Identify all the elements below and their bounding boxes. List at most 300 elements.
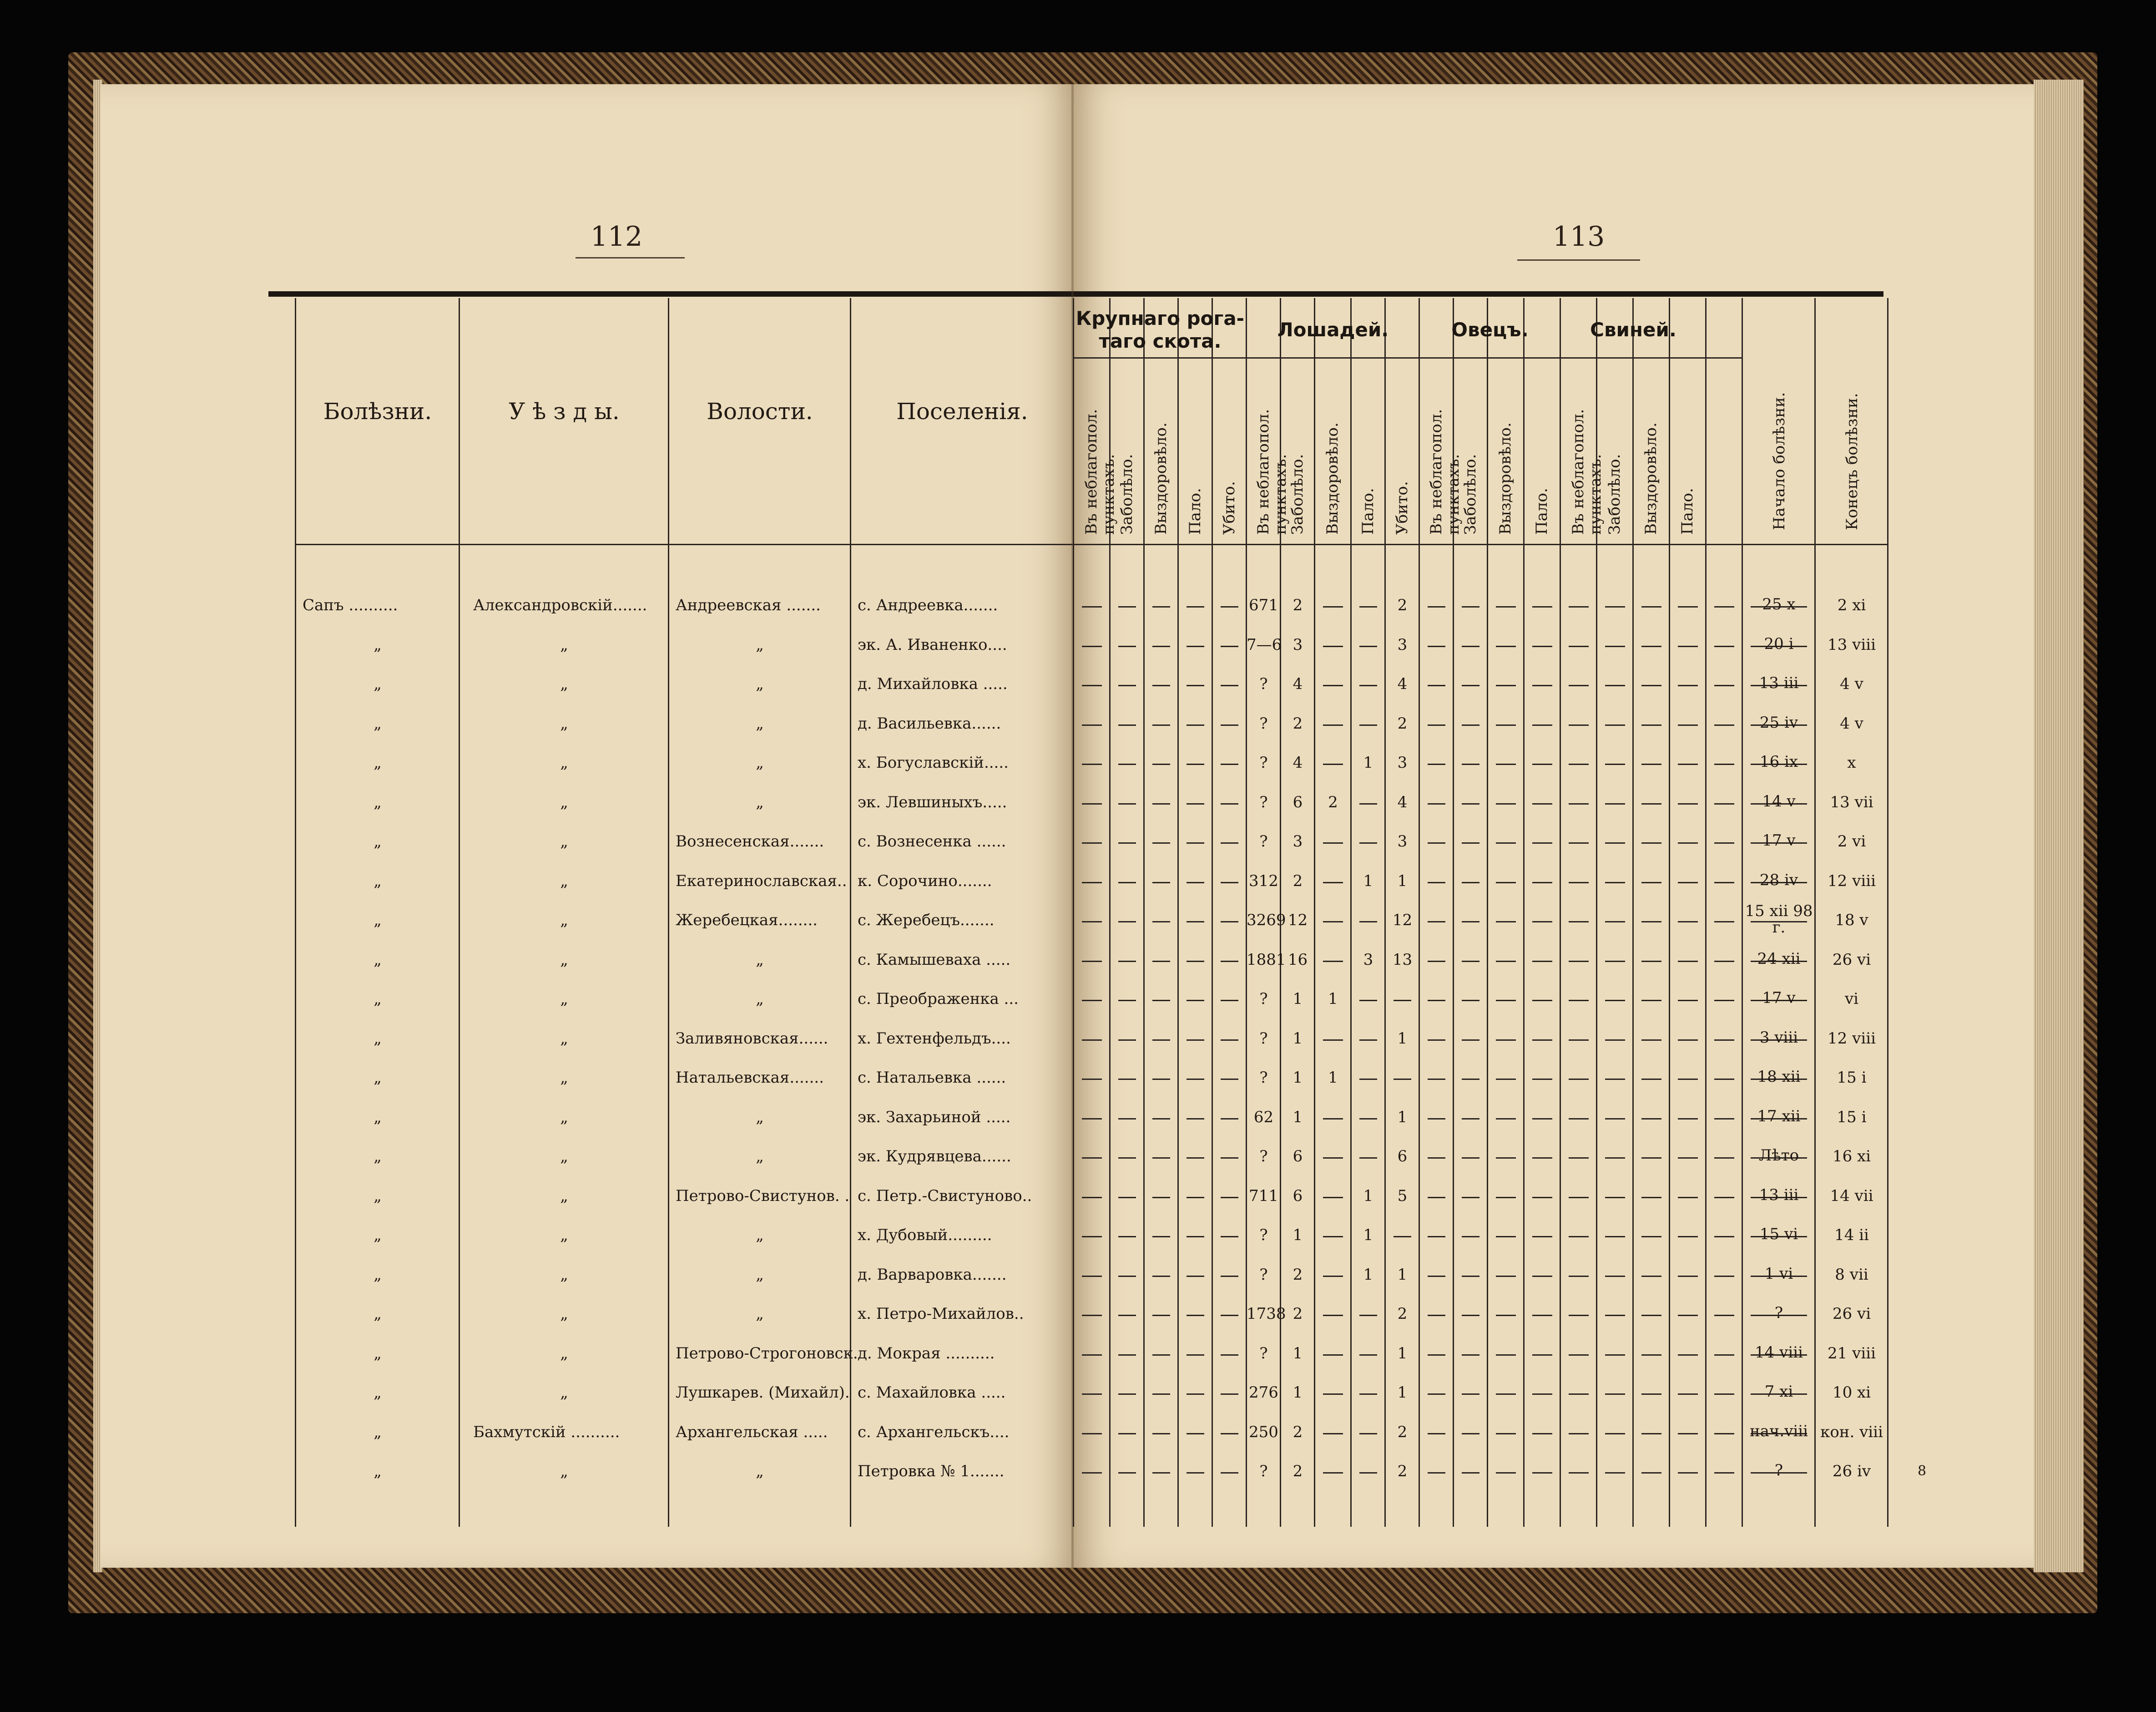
cell-dash	[1714, 685, 1734, 686]
cell-dash	[1323, 1276, 1343, 1277]
cell-dash	[1496, 882, 1516, 883]
cell-dash	[1532, 1315, 1552, 1316]
cell-dash	[1082, 1157, 1102, 1159]
cell-dash	[1359, 1315, 1377, 1316]
page-number-right: 113	[1552, 221, 1605, 253]
cell-dash	[1323, 1236, 1343, 1237]
cell-horses: 312	[1249, 871, 1278, 890]
cell-dash	[1605, 1236, 1625, 1237]
cell-start: 7 xi	[1764, 1383, 1793, 1401]
cell-dash	[1532, 1197, 1552, 1198]
cell-dash	[1641, 1433, 1661, 1434]
cell-volost: „	[756, 1305, 764, 1323]
cell-settlement: х. Гехтенфельдъ....	[858, 1029, 1011, 1048]
cell-end: 14 ii	[1834, 1226, 1869, 1244]
cell-dash	[1118, 842, 1136, 844]
cell-dash	[1714, 1236, 1734, 1237]
cell-dash	[1394, 1079, 1411, 1080]
cell-dash	[1678, 882, 1698, 883]
cell-dash	[1118, 1354, 1136, 1356]
table-column-rule	[850, 298, 851, 1527]
cell-horses: 1	[1397, 1265, 1408, 1284]
column-header-died: Пало.	[1678, 488, 1697, 535]
page-number-underline	[1517, 259, 1640, 261]
cell-dash	[1152, 1118, 1170, 1119]
cell-dash	[1428, 1118, 1445, 1119]
cell-end: 10 xi	[1832, 1383, 1871, 1402]
cell-dash	[1641, 764, 1661, 765]
cell-settlement: с. Натальевка ......	[858, 1069, 1006, 1087]
cell-dash	[1641, 1000, 1661, 1001]
cell-start: 16 ix	[1759, 753, 1798, 771]
cell-dash	[1221, 1433, 1238, 1434]
cell-horses: 3	[1397, 832, 1408, 851]
cell-dash	[1187, 921, 1204, 922]
cell-dash	[1323, 1393, 1343, 1395]
cell-start: 20 i	[1764, 634, 1794, 653]
column-header-settlement: Поселенія.	[896, 398, 1028, 425]
cell-settlement: эк. Кудрявцева......	[858, 1147, 1011, 1165]
cell-dash	[1221, 1472, 1238, 1474]
cell-dash	[1605, 1354, 1625, 1356]
cell-disease: „	[374, 1108, 382, 1126]
cell-volost: „	[756, 990, 764, 1008]
cell-dash	[1496, 646, 1516, 647]
cell-district: „	[560, 1029, 568, 1048]
cell-dash	[1428, 646, 1445, 647]
cell-dash	[1605, 1039, 1625, 1041]
cell-dash	[1323, 1157, 1343, 1159]
top-rule-right	[1074, 291, 1883, 297]
cell-horses: 1	[1293, 990, 1303, 1008]
cell-dash	[1082, 724, 1102, 726]
cell-dash	[1678, 1039, 1698, 1041]
cell-settlement: с. Андреевка.......	[858, 596, 998, 614]
cell-dash	[1462, 882, 1479, 883]
cell-district: Бахмутскій ..........	[473, 1423, 620, 1441]
cell-dash	[1496, 606, 1516, 608]
column-header-sick: Заболѣло.	[1461, 454, 1479, 535]
cell-dash	[1187, 842, 1204, 844]
cell-dash	[1428, 1354, 1445, 1356]
cell-dash	[1082, 961, 1102, 962]
cell-horses: 250	[1249, 1423, 1278, 1441]
group-header-rule	[1074, 357, 1742, 359]
cell-horses: 2	[1293, 871, 1303, 890]
cell-dash	[1152, 1315, 1170, 1316]
cell-horses: 2	[1293, 1423, 1303, 1441]
cell-horses: 3	[1397, 635, 1408, 654]
cell-dash	[1152, 1236, 1170, 1237]
cell-horses: 3	[1293, 832, 1303, 851]
cell-district: „	[560, 714, 568, 733]
cell-horses: ?	[1259, 1069, 1268, 1087]
cell-horses: 1	[1397, 1383, 1408, 1402]
cell-district: „	[560, 950, 568, 969]
cell-dash	[1152, 1039, 1170, 1041]
cell-volost: Вознесенская.......	[676, 832, 824, 851]
cell-dash	[1221, 764, 1238, 765]
cell-dash	[1118, 961, 1136, 962]
cell-dash	[1678, 1157, 1698, 1159]
cell-dash	[1532, 764, 1552, 765]
cell-dash	[1532, 646, 1552, 647]
cell-dash	[1221, 1000, 1238, 1001]
cell-dash	[1462, 1039, 1479, 1041]
cell-dash	[1221, 921, 1238, 922]
cell-dash	[1118, 882, 1136, 883]
cell-volost: „	[756, 950, 764, 969]
header-bottom-rule	[296, 544, 1074, 545]
cell-end: 21 viii	[1828, 1344, 1876, 1363]
cell-dash	[1641, 1118, 1661, 1119]
column-header-died: Пало.	[1186, 488, 1204, 535]
cell-dash	[1462, 1315, 1479, 1316]
column-header-died: Пало.	[1358, 488, 1377, 535]
cell-dash	[1532, 1393, 1552, 1395]
cell-dash	[1496, 1315, 1516, 1316]
cell-dash	[1569, 685, 1589, 686]
cell-settlement: д. Михайловка .....	[858, 675, 1008, 693]
cell-horses: ?	[1259, 754, 1268, 772]
cell-dash	[1187, 646, 1204, 647]
cell-dash	[1569, 724, 1589, 726]
cell-dash	[1428, 1315, 1445, 1316]
cell-dash	[1569, 1039, 1589, 1041]
cell-dash	[1678, 1472, 1698, 1474]
column-header-start: Начало болѣзни.	[1770, 392, 1788, 530]
cell-dash	[1359, 1157, 1377, 1159]
cell-dash	[1496, 842, 1516, 844]
cell-horses: ?	[1259, 1462, 1268, 1480]
cell-dash	[1714, 646, 1734, 647]
cell-dash	[1569, 1236, 1589, 1237]
cell-settlement: к. Сорочино.......	[858, 871, 992, 890]
cell-dash	[1714, 1354, 1734, 1356]
cell-dash	[1152, 961, 1170, 962]
cell-district: „	[560, 1186, 568, 1205]
cell-disease: „	[374, 1265, 382, 1284]
cell-start: 17 xii	[1757, 1107, 1801, 1125]
cell-dash	[1118, 764, 1136, 765]
cell-dash	[1082, 1393, 1102, 1395]
cell-dash	[1428, 1079, 1445, 1080]
cell-volost: „	[756, 635, 764, 654]
column-header-sick: Заболѣло.	[1117, 454, 1136, 535]
cell-dash	[1605, 1118, 1625, 1119]
cell-dash	[1187, 1157, 1204, 1159]
cell-dash	[1569, 1354, 1589, 1356]
cell-settlement: эк. Захарьиной .....	[858, 1108, 1011, 1126]
cell-horses: ?	[1259, 1147, 1268, 1165]
cell-dash	[1152, 764, 1170, 765]
cell-dash	[1187, 882, 1204, 883]
cell-dash	[1714, 1000, 1734, 1001]
cell-disease: Сапъ ..........	[303, 596, 398, 614]
cell-dash	[1532, 1472, 1552, 1474]
cell-dash	[1394, 1236, 1411, 1237]
cell-dash	[1678, 961, 1698, 962]
cell-dash	[1605, 1433, 1625, 1434]
cell-settlement: эк. А. Иваненко....	[858, 635, 1007, 654]
cell-dash	[1359, 1472, 1377, 1474]
cell-dash	[1462, 1276, 1479, 1277]
cell-horses: 2	[1293, 1265, 1303, 1284]
cell-dash	[1714, 803, 1734, 805]
cell-horses: 1	[1363, 754, 1373, 772]
cell-disease: „	[374, 635, 382, 654]
cell-settlement: х. Петро-Михайлов..	[858, 1305, 1024, 1323]
cell-dash	[1569, 1118, 1589, 1119]
cell-dash	[1678, 1354, 1698, 1356]
cell-district: „	[560, 754, 568, 772]
cell-start: ?	[1774, 1461, 1783, 1479]
cell-dash	[1082, 1433, 1102, 1434]
cell-settlement: с. Камышеваха .....	[858, 950, 1011, 969]
cell-dash	[1323, 646, 1343, 647]
cell-dash	[1428, 1039, 1445, 1041]
cell-dash	[1462, 803, 1479, 805]
cell-dash	[1082, 1236, 1102, 1237]
cell-dash	[1428, 1236, 1445, 1237]
cell-settlement: д. Варваровка.......	[858, 1265, 1007, 1284]
cell-disease: „	[374, 1305, 382, 1323]
cell-horses: 4	[1397, 793, 1408, 811]
cell-dash	[1532, 724, 1552, 726]
cell-dash	[1152, 606, 1170, 608]
cell-district: „	[560, 675, 568, 693]
cell-dash	[1323, 724, 1343, 726]
cell-dash	[1152, 1433, 1170, 1434]
cell-horses: ?	[1259, 793, 1268, 811]
cell-dash	[1359, 1354, 1377, 1356]
cell-horses: ?	[1259, 1226, 1268, 1244]
cell-dash	[1428, 1433, 1445, 1434]
cell-dash	[1678, 1000, 1698, 1001]
column-header-recovered: Выздоровѣло.	[1323, 422, 1342, 535]
cell-end: 15 i	[1837, 1069, 1867, 1087]
cell-dash	[1641, 842, 1661, 844]
cell-district: Александровскій.......	[473, 596, 647, 614]
cell-dash	[1187, 803, 1204, 805]
cell-dash	[1428, 724, 1445, 726]
cell-dash	[1221, 961, 1238, 962]
cell-horses: 276	[1249, 1383, 1278, 1402]
cell-dash	[1359, 646, 1377, 647]
cell-dash	[1152, 685, 1170, 686]
cell-settlement: с. Вознесенка ......	[858, 832, 1006, 851]
group-header: Свиней.	[1590, 319, 1676, 341]
cell-dash	[1532, 921, 1552, 922]
cell-dash	[1428, 842, 1445, 844]
cell-horses: 3269	[1247, 911, 1286, 929]
cell-start: 3 viii	[1759, 1028, 1798, 1047]
cell-dash	[1221, 1393, 1238, 1395]
cell-dash	[1462, 1472, 1479, 1474]
cell-volost: Архангельская .....	[676, 1423, 828, 1441]
cell-dash	[1082, 1000, 1102, 1001]
cell-dash	[1118, 921, 1136, 922]
cell-dash	[1678, 803, 1698, 805]
header-bottom-rule	[1074, 544, 1888, 545]
cell-dash	[1187, 1118, 1204, 1119]
group-header: Крупнаго рога- таго скота.	[1075, 307, 1245, 352]
cell-end: 26 vi	[1832, 950, 1871, 969]
cell-dash	[1152, 882, 1170, 883]
cell-dash	[1187, 606, 1204, 608]
cell-dash	[1569, 1472, 1589, 1474]
cell-dash	[1569, 1000, 1589, 1001]
cell-disease: „	[374, 1344, 382, 1363]
cell-dash	[1641, 1315, 1661, 1316]
cell-horses: 2	[1328, 793, 1338, 811]
cell-dash	[1462, 1393, 1479, 1395]
cell-dash	[1152, 803, 1170, 805]
cell-dash	[1605, 764, 1625, 765]
cell-dash	[1462, 646, 1479, 647]
cell-horses: 4	[1293, 675, 1303, 693]
cell-horses: 1	[1293, 1069, 1303, 1087]
cell-start: 18 xii	[1757, 1068, 1801, 1086]
cell-dash	[1118, 1157, 1136, 1159]
cell-dash	[1678, 724, 1698, 726]
cell-dash	[1359, 921, 1377, 922]
cell-district: „	[560, 1226, 568, 1244]
cell-dash	[1532, 1118, 1552, 1119]
cell-dash	[1641, 803, 1661, 805]
cell-horses: 16	[1288, 950, 1308, 969]
cell-dash	[1428, 685, 1445, 686]
cell-dash	[1678, 1236, 1698, 1237]
cell-settlement: х. Дубовый.........	[858, 1226, 992, 1244]
cell-volost: Петрово-Строгоновск.	[676, 1344, 858, 1363]
cell-dash	[1323, 961, 1343, 962]
cell-end: 8 vii	[1835, 1265, 1868, 1284]
column-header-end: Конецъ болѣзни.	[1843, 393, 1861, 530]
cell-horses: 1	[1397, 1108, 1408, 1126]
cell-dash	[1359, 606, 1377, 608]
cell-dash	[1118, 1236, 1136, 1237]
cell-dash	[1569, 882, 1589, 883]
cell-disease: „	[374, 1423, 382, 1441]
cell-dash	[1221, 606, 1238, 608]
cell-horses: 2	[1397, 1462, 1408, 1480]
cell-dash	[1569, 606, 1589, 608]
cell-horses: 6	[1293, 1147, 1303, 1165]
cell-dash	[1605, 1157, 1625, 1159]
cell-district: „	[560, 1108, 568, 1126]
cell-dash	[1221, 1157, 1238, 1159]
cell-dash	[1359, 803, 1377, 805]
cell-dash	[1221, 1315, 1238, 1316]
cell-horses: 2	[1397, 596, 1408, 614]
cell-disease: „	[374, 1462, 382, 1480]
cell-start: Лѣто	[1758, 1146, 1799, 1165]
cell-dash	[1532, 1157, 1552, 1159]
cell-dash	[1082, 1079, 1102, 1080]
cell-horses: 671	[1249, 596, 1278, 614]
cell-horses: 1	[1328, 990, 1338, 1008]
cell-dash	[1118, 1118, 1136, 1119]
cell-dash	[1187, 1079, 1204, 1080]
page-number-left: 112	[590, 221, 643, 253]
column-header-disease: Болѣзни.	[323, 398, 432, 425]
cell-settlement: с. Петр.-Свистуново..	[858, 1186, 1032, 1205]
cell-horses: 3	[1293, 635, 1303, 654]
cell-start: 17 v	[1762, 831, 1796, 850]
cell-start: 15 vi	[1759, 1225, 1798, 1243]
cell-horses: 711	[1249, 1186, 1278, 1205]
cell-dash	[1323, 921, 1343, 922]
cell-dash	[1641, 961, 1661, 962]
signature-mark: 8	[1918, 1463, 1927, 1479]
cell-dash	[1641, 1079, 1661, 1080]
cell-dash	[1152, 1197, 1170, 1198]
cell-dash	[1678, 1393, 1698, 1395]
cell-volost: „	[756, 793, 764, 811]
cell-dash	[1678, 606, 1698, 608]
cell-horses: 2	[1293, 1305, 1303, 1323]
cell-dash	[1118, 1315, 1136, 1316]
cell-dash	[1532, 882, 1552, 883]
cell-volost: Лушкарев. (Михайл).	[676, 1383, 850, 1402]
cell-dash	[1462, 1079, 1479, 1080]
cell-district: „	[560, 1069, 568, 1087]
cell-dash	[1462, 724, 1479, 726]
cell-dash	[1082, 1315, 1102, 1316]
cell-district: „	[560, 911, 568, 929]
cell-dash	[1605, 724, 1625, 726]
cell-horses: 1	[1363, 871, 1373, 890]
cell-dash	[1359, 1000, 1377, 1001]
cell-dash	[1082, 1118, 1102, 1119]
cell-dash	[1428, 1197, 1445, 1198]
cell-dash	[1678, 764, 1698, 765]
cell-dash	[1496, 1236, 1516, 1237]
cell-dash	[1714, 961, 1734, 962]
cell-dash	[1187, 1000, 1204, 1001]
cell-dash	[1428, 764, 1445, 765]
cell-dash	[1714, 606, 1734, 608]
column-header-in_points: Въ неблагопол. пунктахъ.	[1569, 409, 1605, 535]
cell-horses: 1	[1363, 1265, 1373, 1284]
cell-dash	[1714, 1276, 1734, 1277]
top-rule-left	[268, 291, 1074, 297]
cell-dash	[1359, 842, 1377, 844]
cell-dash	[1532, 685, 1552, 686]
cell-dash	[1641, 724, 1661, 726]
cell-horses: 6	[1293, 1186, 1303, 1205]
cell-horses: 2	[1293, 714, 1303, 733]
cell-settlement: х. Богуславскій.....	[858, 754, 1009, 772]
cell-dash	[1569, 921, 1589, 922]
cell-dash	[1082, 764, 1102, 765]
cell-dash	[1152, 842, 1170, 844]
cell-dash	[1605, 882, 1625, 883]
cell-settlement: д. Мокрая ..........	[858, 1344, 995, 1363]
cell-dash	[1714, 1315, 1734, 1316]
cell-dash	[1496, 961, 1516, 962]
cell-start: 15 xii 98 г.	[1745, 902, 1813, 937]
cell-dash	[1082, 685, 1102, 686]
cell-dash	[1641, 1039, 1661, 1041]
cell-start: 1 vi	[1764, 1264, 1793, 1283]
cell-district: „	[560, 793, 568, 811]
cell-district: „	[560, 1462, 568, 1480]
cell-dash	[1359, 1039, 1377, 1041]
cell-end: 2 xi	[1837, 596, 1866, 614]
column-header-killed: Убито.	[1220, 481, 1238, 535]
